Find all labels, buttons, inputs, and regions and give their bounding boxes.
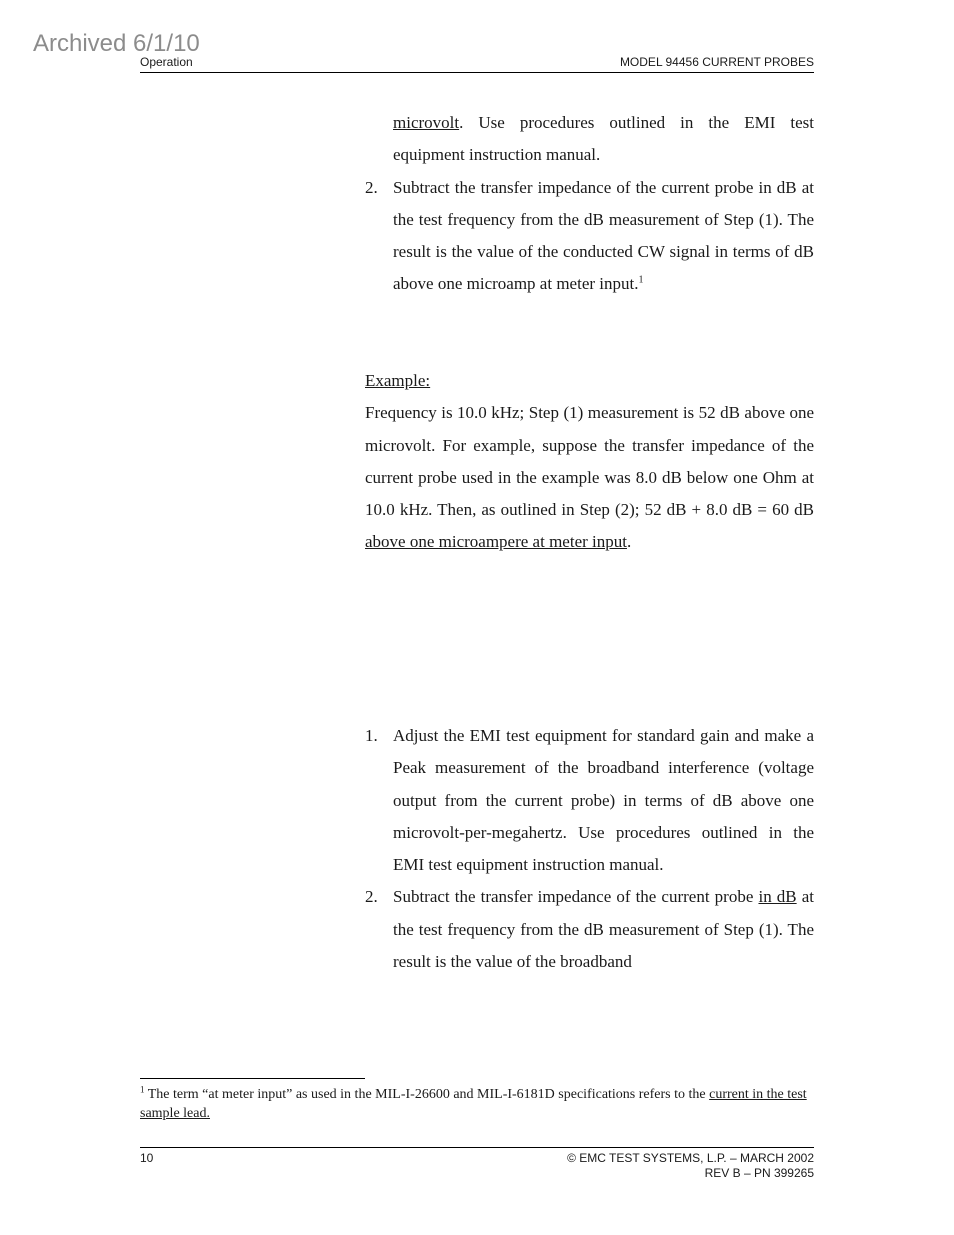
in-db-underlined: in dB (758, 887, 797, 907)
footer-copyright: © EMC TEST SYSTEMS, L.P. – MARCH 2002 (567, 1151, 814, 1165)
header-section-name: Operation (140, 55, 193, 69)
list-number: 1. (365, 726, 378, 745)
header-rule (140, 72, 814, 73)
footnote-marker: 1 (140, 1084, 145, 1095)
list-number: 2. (365, 887, 378, 907)
footnote-ref: 1 (638, 274, 644, 286)
example-heading: Example: (365, 371, 431, 390)
microvolt-underlined: microvolt (393, 113, 460, 132)
page-number: 10 (140, 1151, 154, 1165)
example-body: Frequency is 10.0 kHz; Step (1) measurement is 52 dB above one microvolt. For example, suppose the transfer impedance of the current probe used in the example was 8.0 dB below one Ohm at 10.0 kHz. Then, as outlined in Step (2); 52 dB + 8.0 dB = 60 dB above one microampere at meter input. (365, 403, 814, 552)
footnote-underlined: current in the test sample lead. (140, 1087, 807, 1121)
footer-rule (140, 1147, 814, 1148)
footnote: $^1$ The term “at meter input” as used in the MIL-I-26600 and MIL-I-6181D specifications refers to the current in the test sample lead. (140, 1084, 807, 1121)
footer-revision: REV B – PN 399265 (704, 1166, 814, 1180)
footer-info (567, 1151, 814, 1181)
archived-watermark: Archived 6/1/10 (33, 30, 200, 57)
header-document-title: MODEL 94456 CURRENT PROBES (619, 55, 814, 69)
list-item-2 (365, 172, 814, 301)
list-number: 2. (365, 177, 378, 197)
list-item-text: Subtract the transfer impedance of the current probe in dB at the test frequency from the dB measurement of Step (1). The result is the value of the conducted CW signal in terms of dB above one microamp at meter input. (393, 177, 814, 294)
footnote-separator (140, 1078, 365, 1079)
item1-continuation: microvolt. Use procedures outlined in the EMI test equipment instruction manual. (393, 113, 814, 165)
section-cw-procedure (365, 107, 814, 301)
example-block (365, 365, 814, 559)
list-item-2: 2. Subtract the transfer impedance of the current probe in dB at the test frequency from the dB measurement of Step (1). The result is the value of the broadband (365, 881, 814, 978)
list-item-1 (365, 720, 814, 881)
section-broadband-procedure (365, 720, 814, 978)
example-underlined-phrase: above one microampere at meter input (365, 532, 627, 552)
list-item-text: Adjust the EMI test equipment for standard gain and make a Peak measurement of the broadband interference (voltage output from the current probe) in terms of dB above one microvolt-per-megahertz. Use procedures outlined in the EMI test equipment instruction manual. (393, 726, 814, 875)
